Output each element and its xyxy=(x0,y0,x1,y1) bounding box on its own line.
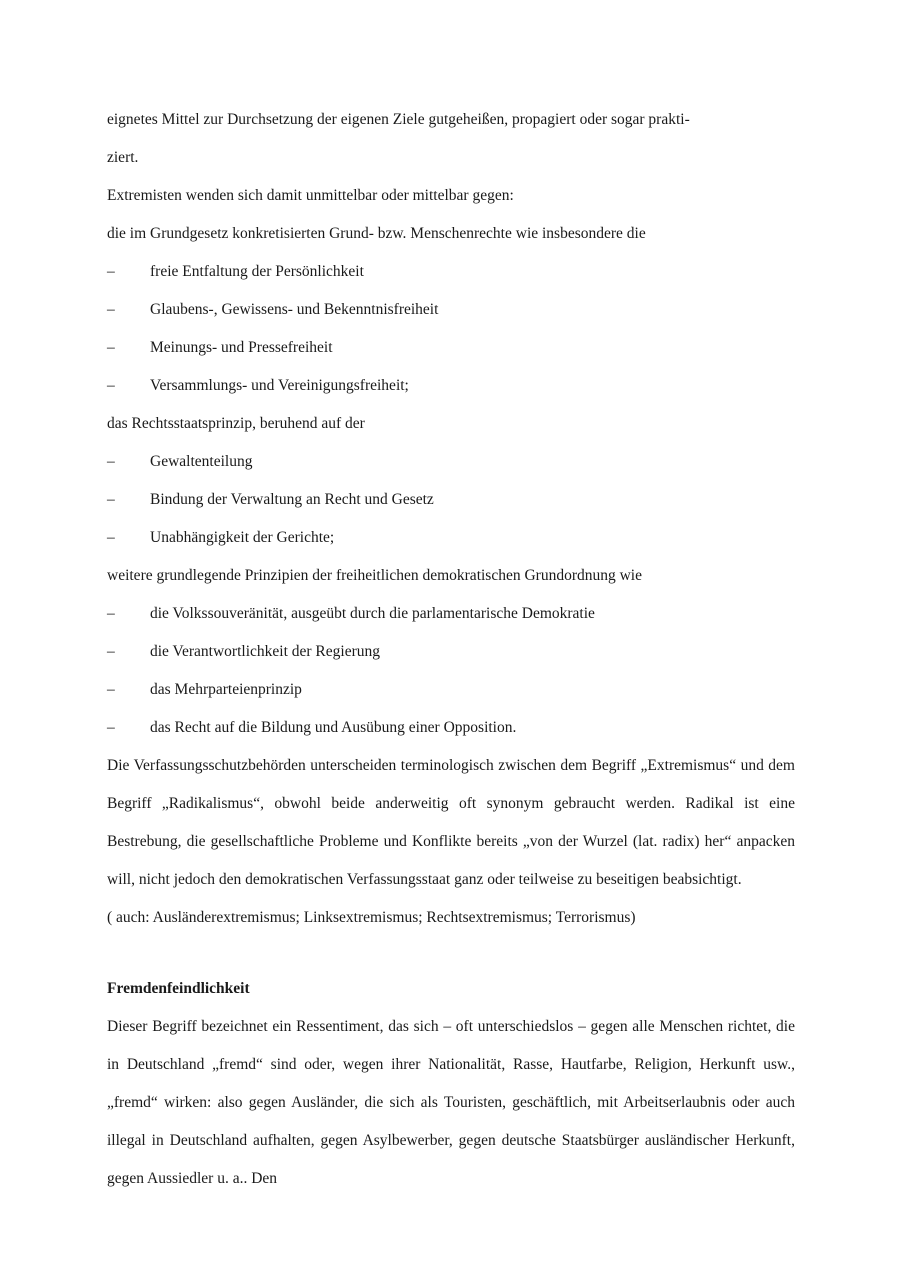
intro-line-2: ziert. xyxy=(107,149,139,166)
list-item-text: freie Entfaltung der Persönlichkeit xyxy=(150,263,364,280)
dash-marker: – xyxy=(107,339,115,356)
dash-marker: – xyxy=(107,301,115,318)
entry-body: Dieser Begriff bezeichnet ein Ressentiment, das sich – oft unterschiedslos – gegen alle Menschen richtet, die in Deutschland „fremd“ sind oder, wegen ihrer Nationalität, Rasse, Hautfarbe, Religion, Herkunft usw., „fremd“ wirken: also gegen Ausländer, die sich als Touristen, geschäftlich, mit Arbeitserlaubnis oder auch illegal in Deutschland aufhalten, gegen Asylbewerber, gegen deutsche Staatsbürger ausländischer Herkunft, gegen Aussiedler u. a.. Den xyxy=(107,1018,795,1187)
list-item-text: Unabhängigkeit der Gerichte; xyxy=(150,529,335,546)
list-item xyxy=(107,481,795,519)
principles-heading: weitere grundlegende Prinzipien der freiheitlichen demokratischen Grundordnung wie xyxy=(107,567,642,584)
list-item-text: Bindung der Verwaltung an Recht und Gesetz xyxy=(150,491,434,508)
list-item xyxy=(107,291,795,329)
list-item xyxy=(107,367,795,405)
radikalismus-paragraph: Die Verfassungsschutzbehörden unterscheiden terminologisch zwischen dem Begriff „Extremismus“ und dem Begriff „Radikalismus“, obwohl beide anderweitig oft synonym gebraucht werden. Radikal ist eine Bestrebung, die gesellschaftliche Probleme und Konflikte bereits „von der Wurzel (lat. radix) her“ anpacken will, nicht jedoch den demokratischen Verfassungsstaat ganz oder teilweise zu beseitigen beabsichtigt. xyxy=(107,757,795,888)
dash-marker: – xyxy=(107,605,115,622)
text-column xyxy=(107,101,795,1198)
section-gap xyxy=(107,937,795,970)
dash-marker: – xyxy=(107,263,115,280)
dash-marker: – xyxy=(107,491,115,508)
list-item-text: Glaubens-, Gewissens- und Bekenntnisfreiheit xyxy=(150,301,439,318)
rights-heading: die im Grundgesetz konkretisierten Grund- bzw. Menschenrechte wie insbesondere die xyxy=(107,225,646,242)
list-item xyxy=(107,443,795,481)
list-item-text: die Verantwortlichkeit der Regierung xyxy=(150,643,380,660)
list-item-text: Versammlungs- und Vereinigungsfreiheit; xyxy=(150,377,409,394)
see-also-reference: ( auch: Ausländerextremismus; Linksextremismus; Rechtsextremismus; Terrorismus) xyxy=(107,909,636,926)
list-item xyxy=(107,709,795,747)
list-item xyxy=(107,253,795,291)
list-item xyxy=(107,329,795,367)
dash-marker: – xyxy=(107,643,115,660)
list-item-text: das Mehrparteienprinzip xyxy=(150,681,302,698)
dash-marker: – xyxy=(107,681,115,698)
dash-marker: – xyxy=(107,377,115,394)
list-item xyxy=(107,671,795,709)
list-item-text: das Recht auf die Bildung und Ausübung einer Opposition. xyxy=(150,719,517,736)
list-item xyxy=(107,595,795,633)
intro-line-1: eignetes Mittel zur Durchsetzung der eigenen Ziele gutgeheißen, propagiert oder sogar prakti- xyxy=(107,111,690,128)
intro-statement: Extremisten wenden sich damit unmittelbar oder mittelbar gegen: xyxy=(107,187,514,204)
list-item-text: Gewaltenteilung xyxy=(150,453,253,470)
list-item xyxy=(107,519,795,557)
list-item xyxy=(107,633,795,671)
list-item-text: die Volkssouveränität, ausgeübt durch die parlamentarische Demokratie xyxy=(150,605,595,622)
rule-of-law-heading: das Rechtsstaatsprinzip, beruhend auf der xyxy=(107,415,365,432)
dash-marker: – xyxy=(107,529,115,546)
entry-title: Fremdenfeindlichkeit xyxy=(107,980,250,997)
list-item-text: Meinungs- und Pressefreiheit xyxy=(150,339,333,356)
dash-marker: – xyxy=(107,453,115,470)
dash-marker: – xyxy=(107,719,115,736)
